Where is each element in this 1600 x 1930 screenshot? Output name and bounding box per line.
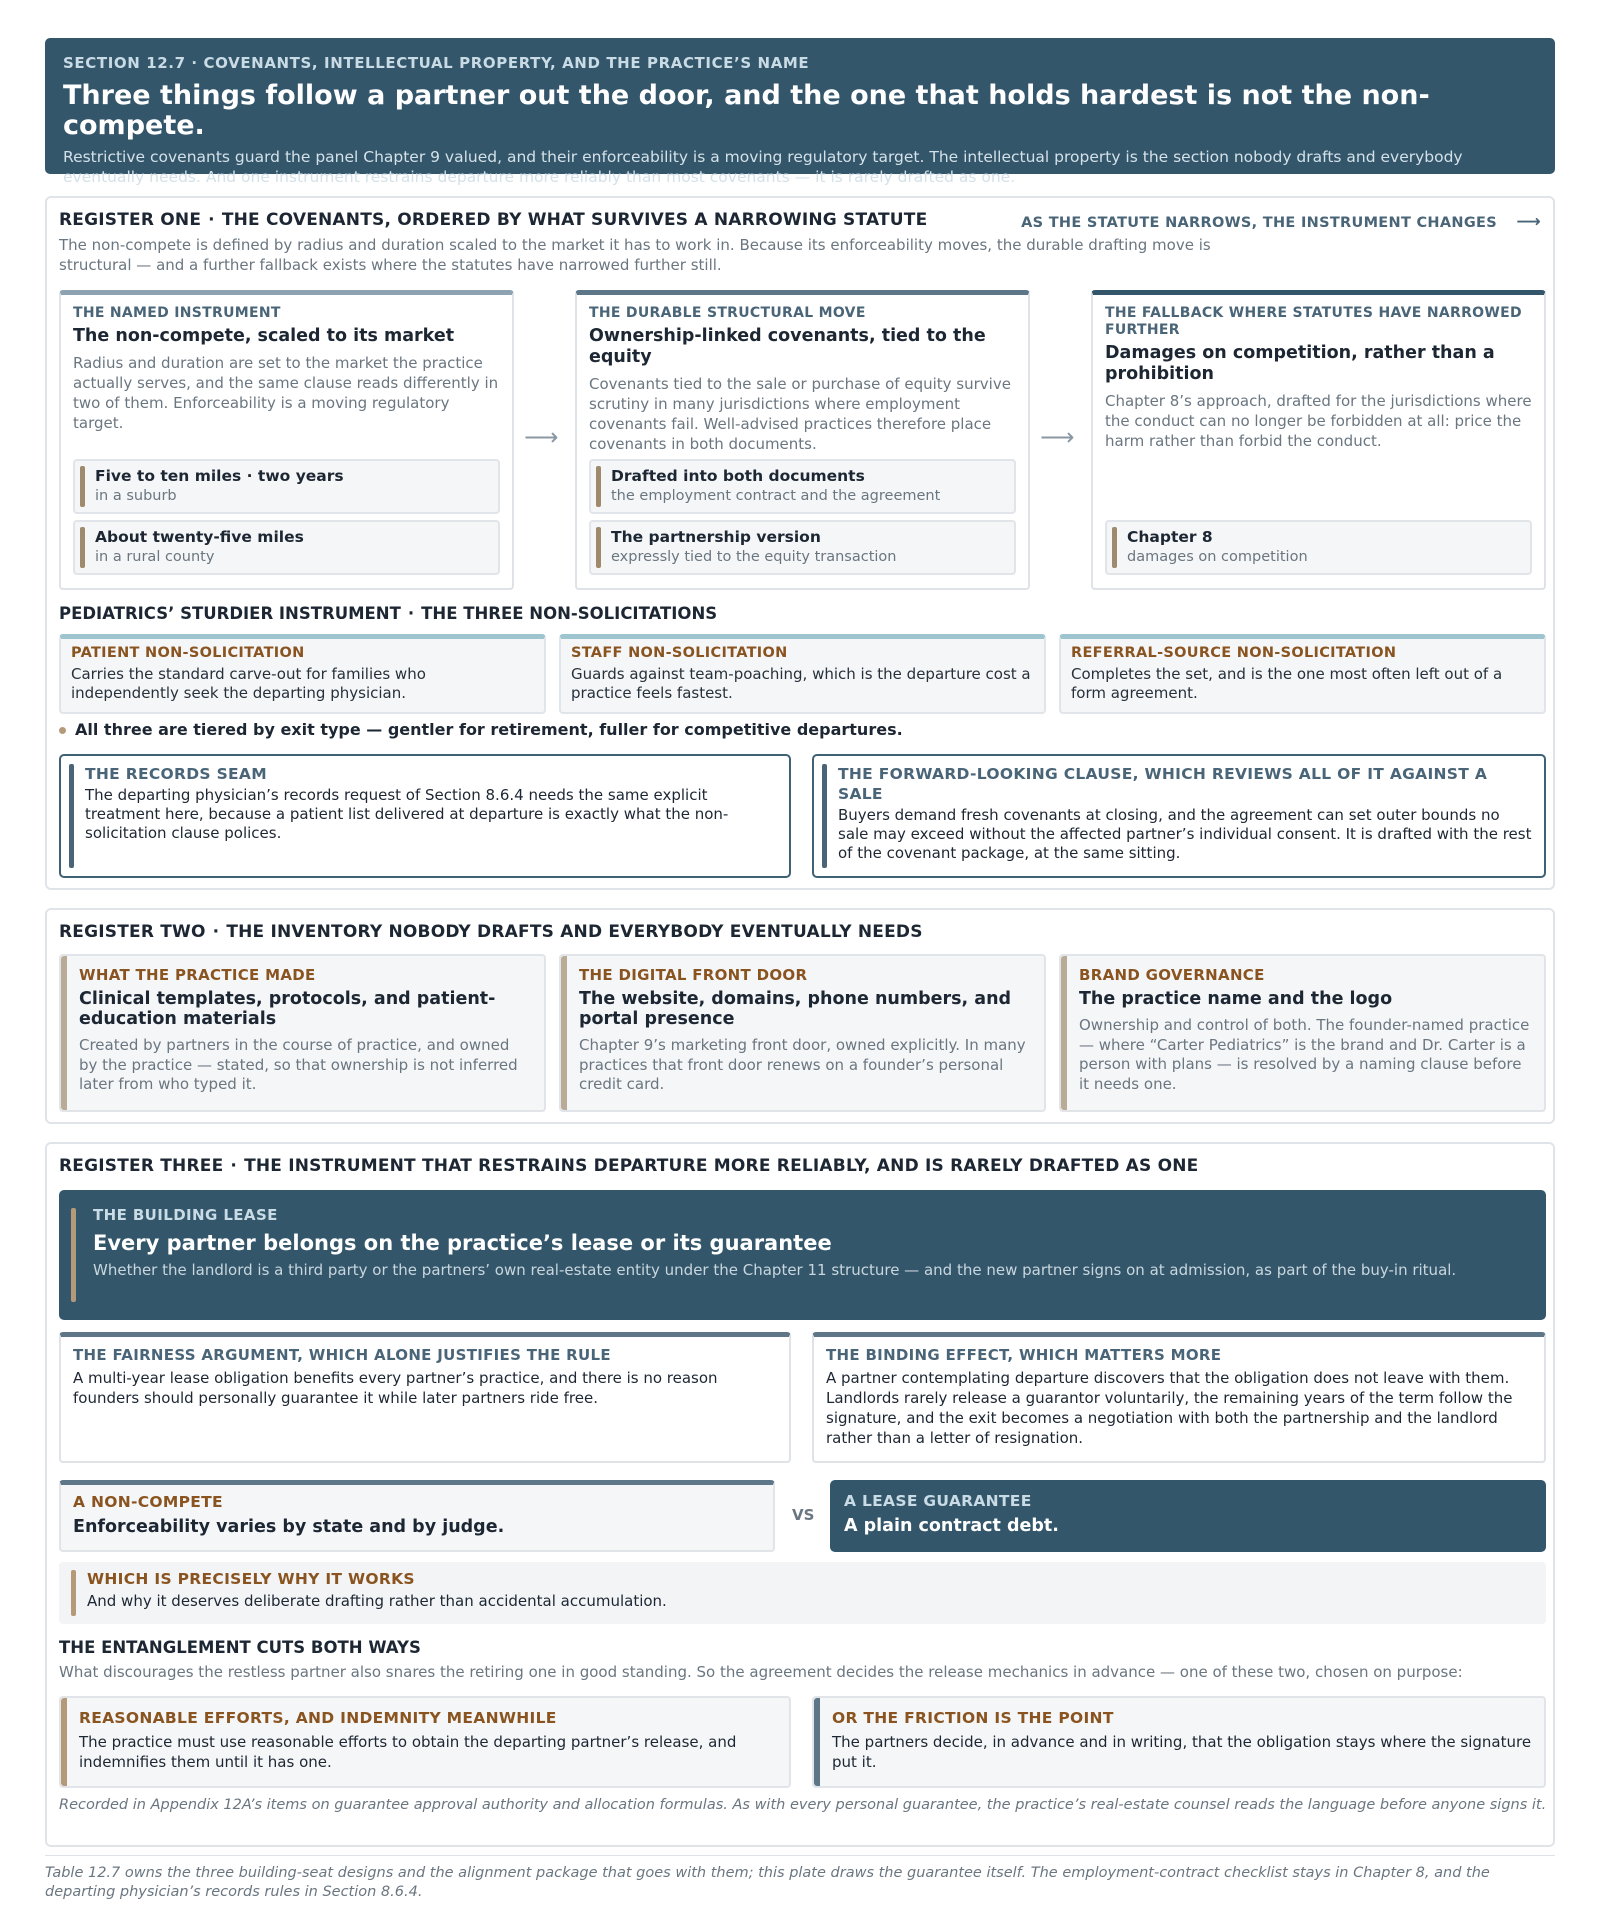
solicitations-heading: PEDIATRICS’ STURDIER INSTRUMENT · THE THREE NON-SOLICITATIONS (59, 604, 718, 623)
ip-card-digital-front-door: THE DIGITAL FRONT DOOR The website, domains, phone numbers, and portal presence Chapter 9’s marketing front door, owned explicitly. In many practices that front door renews on a founder’s personal credit card. (559, 954, 1046, 1112)
register-one-panel (45, 196, 1555, 890)
covenant-item: Chapter 8 damages on competition (1105, 520, 1532, 575)
solicitation-card-patient: PATIENT NON-SOLICITATION Carries the standard carve-out for families who independently seek the departing physician. (59, 634, 546, 714)
section-title: Three things follow a partner out the door, and the one that holds hardest is not the non-compete. (63, 80, 1430, 141)
register-three-panel (45, 1142, 1555, 1847)
solicitation-card-referral: REFERRAL-SOURCE NON-SOLICITATION Completes the set, and is the one most often left out of a form agreement. (1059, 634, 1546, 714)
register-three-heading: REGISTER THREE · THE INSTRUMENT THAT RESTRAINS DEPARTURE MORE RELIABLY, AND IS RARELY DRAFTED AS ONE (59, 1156, 1199, 1176)
register-two-heading: REGISTER TWO · THE INVENTORY NOBODY DRAFTS AND EVERYBODY EVENTUALLY NEEDS (59, 922, 923, 942)
bullet-dot-icon (59, 727, 66, 734)
register-one-intro: The non-compete is defined by radius and duration scaled to the market it has to work in. Because its enforceability moves, the durable drafting move is structural — and a further fallback exists where the statutes have narrowed further still. (59, 236, 1211, 274)
covenant-card-non-compete: THE NAMED INSTRUMENT The non-compete, scaled to its market Radius and duration are set to the market the practice actually serves, and the same clause reads differently in two of them. Enforceability is a moving regulatory target. Five to ten miles · two years in a suburb About twenty-five miles in a rural county (59, 290, 514, 590)
forward-clause-card: THE FORWARD-LOOKING CLAUSE, WHICH REVIEWS ALL OF IT AGAINST A SALE Buyers demand fresh covenants at closing, and the agreement can set outer bounds no sale may exceed without the affected partner’s individual consent. It is drafted with the rest of the covenant package, at the same sitting. (812, 754, 1546, 878)
covenant-item: The partnership version expressly tied to the equity transaction (589, 520, 1016, 575)
binding-effect-card: THE BINDING EFFECT, WHICH MATTERS MORE A partner contemplating departure discovers that the obligation does not leave with them. Landlords rarely release a guarantor voluntarily, the remaining years of the term follow the signature, and the exit becomes a negotiation with both the partnership and the landlord rather than a letter of resignation. (812, 1332, 1546, 1463)
lease-banner: THE BUILDING LEASE Every partner belongs on the practice’s lease or its guarantee Whether the landlord is a third party or the partners’ own real-estate entity under the Chapter 11 structure — and the new partner signs on at admission, as part of the buy-in ritual. (59, 1190, 1546, 1320)
entanglement-intro: What discourages the restless partner also snares the retiring one in good standing. So the agreement decides the release mechanics in advance — one of these two, chosen on purpose: (59, 1663, 1463, 1681)
footer-divider (45, 1855, 1555, 1856)
footer-note: Table 12.7 owns the three building-seat designs and the alignment package that goes with them; this plate draws the guarantee itself. The employment-contract checklist stays in Chapter 8, and the departing physician’s records rules in Section 8.6.4. (45, 1865, 1490, 1900)
option-friction-is-point: OR THE FRICTION IS THE POINT The partners decide, in advance and in writing, that the obligation stays where the signature put it. (812, 1696, 1546, 1788)
ip-card-brand-governance: BRAND GOVERNANCE The practice name and the logo Ownership and control of both. The founder-named practice — where “Carter Pediatrics” is the brand and Dr. Carter is a person with plans — is resolved by a naming clause before it needs one. (1059, 954, 1546, 1112)
right-arrow-icon: ⟶ (1516, 212, 1541, 232)
lease-guarantee-compare-card: A LEASE GUARANTEE A plain contract debt. (830, 1480, 1546, 1552)
fairness-argument-card: THE FAIRNESS ARGUMENT, WHICH ALONE JUSTIFIES THE RULE A multi-year lease obligation benefits every partner’s practice, and there is no reason founders should personally guarantee it while later partners ride free. (59, 1332, 791, 1463)
covenant-card-damages: THE FALLBACK WHERE STATUTES HAVE NARROWED FURTHER Damages on competition, rather than a prohibition Chapter 8’s approach, drafted for the jurisdictions where the conduct can no longer be forbidden at all: price the harm rather than forbid the conduct. Chapter 8 damages on competition (1091, 290, 1546, 590)
section-header (45, 38, 1555, 186)
entanglement-heading: THE ENTANGLEMENT CUTS BOTH WAYS (59, 1638, 421, 1657)
flow-arrow-icon: ⟶ (524, 423, 559, 451)
section-eyebrow: SECTION 12.7 · COVENANTS, INTELLECTUAL PROPERTY, AND THE PRACTICE’S NAME (63, 54, 810, 72)
covenant-item: Five to ten miles · two years in a suburb (73, 459, 500, 514)
statute-narrows-note: AS THE STATUTE NARROWS, THE INSTRUMENT CHANGES ⟶ (1021, 212, 1541, 232)
why-it-works-callout: WHICH IS PRECISELY WHY IT WORKS And why it deserves deliberate drafting rather than accidental accumulation. (59, 1562, 1546, 1624)
non-compete-compare-card: A NON-COMPETE Enforceability varies by state and by judge. (59, 1480, 775, 1552)
section-intro: Restrictive covenants guard the panel Chapter 9 valued, and their enforceability is a moving regulatory target. The intellectual property is the section nobody drafts and everybody eventually needs. And one instrument restrains departure more reliably than most covenants — it is rarely drafted as one. (63, 148, 1463, 186)
flow-arrow-icon: ⟶ (1040, 423, 1075, 451)
option-reasonable-efforts: REASONABLE EFFORTS, AND INDEMNITY MEANWHILE The practice must use reasonable efforts to obtain the departing partner’s release, and indemnifies them until it has one. (59, 1696, 791, 1788)
register-two-panel (45, 908, 1555, 1124)
versus-label: VS (792, 1506, 815, 1524)
covenant-card-ownership: THE DURABLE STRUCTURAL MOVE Ownership-linked covenants, tied to the equity Covenants tied to the sale or purchase of equity survive scrutiny in many jurisdictions where employment covenants fail. Well-advised practices therefore place covenants in both documents. Drafted into both documents the employment contract and the agreement The partnership version expressly tied to the equity transaction (575, 290, 1030, 590)
covenant-item: About twenty-five miles in a rural county (73, 520, 500, 575)
register-one-heading: REGISTER ONE · THE COVENANTS, ORDERED BY WHAT SURVIVES A NARROWING STATUTE (59, 210, 928, 230)
solicitation-card-staff: STAFF NON-SOLICITATION Guards against team-poaching, which is the departure cost a practice feels fastest. (559, 634, 1046, 714)
covenant-item: Drafted into both documents the employment contract and the agreement (589, 459, 1016, 514)
appendix-note: Recorded in Appendix 12A’s items on guarantee approval authority and allocation formulas. As with every personal guarantee, the practice’s real-estate counsel reads the language before anyone signs it. (59, 1797, 1547, 1813)
ip-card-practice-made: WHAT THE PRACTICE MADE Clinical templates, protocols, and patient-education materials Created by partners in the course of practice, and owned by the practice — stated, so that ownership is not inferred later from who typed it. (59, 954, 546, 1112)
lease-accent-bar (71, 1208, 76, 1302)
records-seam-card: THE RECORDS SEAM The departing physician’s records request of Section 8.6.4 needs the same explicit treatment here, because a patient list delivered at departure is exactly what the non-solicitation clause polices. (59, 754, 791, 878)
tier-note: All three are tiered by exit type — gentler for retirement, fuller for competitive departures. (59, 720, 903, 739)
